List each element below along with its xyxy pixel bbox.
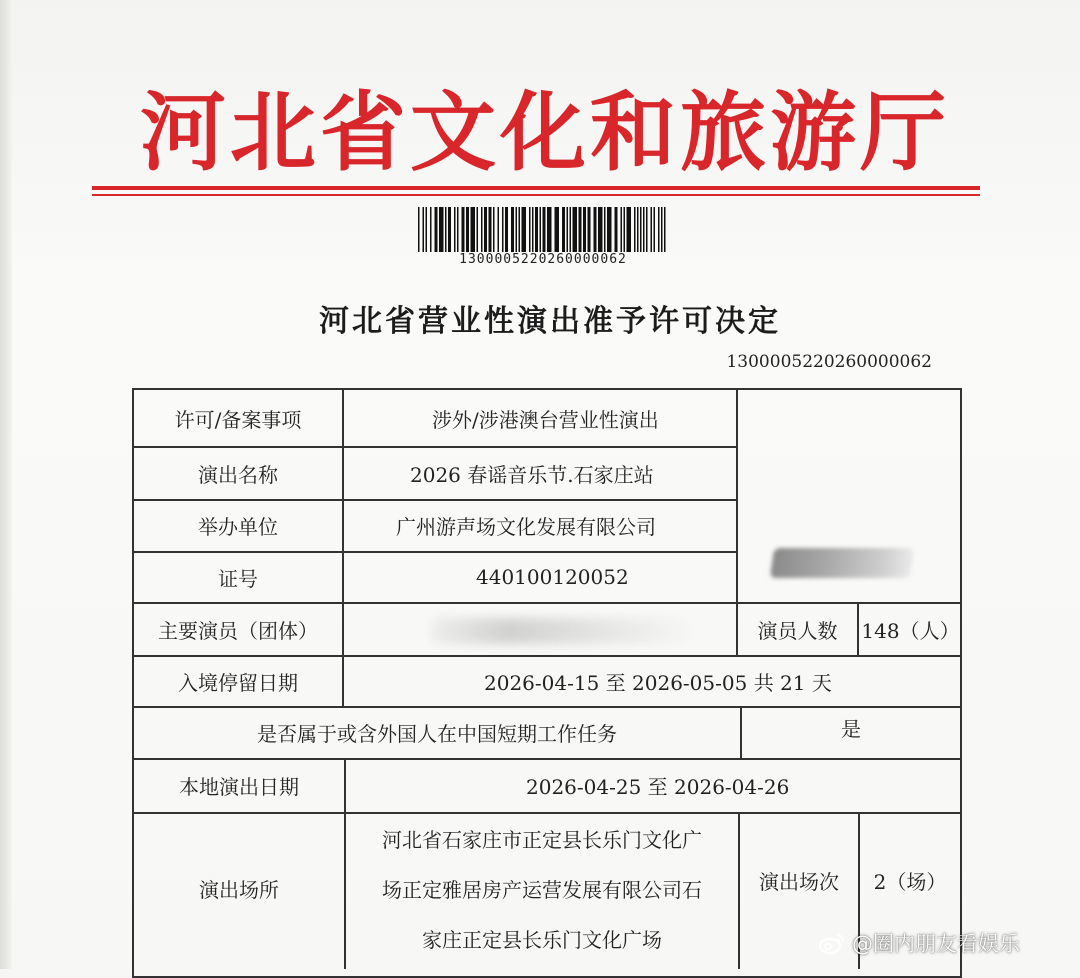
show-name-label: 演出名称 [198,462,278,487]
barcode-bar [522,207,527,252]
barcode-bar [466,207,469,252]
barcode-bar [607,207,612,252]
barcode-bar [445,207,447,252]
barcode-bar [471,207,476,252]
barcode-bar [643,207,645,252]
entry-dates-label: 入境停留日期 [178,670,298,695]
barcode-bar [646,207,648,252]
barcode-bar [532,207,534,252]
local-dates-label: 本地演出日期 [179,775,299,799]
barcode-bar [588,207,591,252]
barcode-bar [583,207,586,252]
permit-item-value: 涉外/涉港澳台营业性演出 [432,407,659,432]
barcode-bar [570,207,572,252]
barcode-bar [621,207,623,252]
main-performers-label: 主要演员（团体） [158,618,318,643]
barcode-bar [448,207,451,252]
barcode-bar [598,207,603,252]
barcode-bar [654,207,656,252]
barcode-bar [439,207,444,252]
barcode-bar [481,207,483,252]
barcode-bar [547,207,552,252]
redacted-photo-area [738,390,960,600]
barcode-bar [418,207,420,252]
foreign-work-label: 是否属于或含外国人在中国短期工作任务 [257,722,617,746]
paper-edge-shadow [0,0,12,969]
venue-value [346,813,738,963]
barcode-bar [516,207,518,252]
header-red-rule-thin [92,194,980,196]
barcode-bar [535,207,538,252]
barcode-bar [529,207,531,252]
barcode [418,207,668,252]
redacted-photo [770,548,914,578]
venue-line: 家庄正定县长乐门文化广场 [422,928,662,952]
barcode-bar [493,207,495,252]
barcode-bar [511,207,514,252]
barcode-bar [430,207,432,252]
barcode-bar [664,207,666,252]
barcode-bar [640,207,642,252]
sessions-label: 演出场次 [759,869,839,894]
barcode-bar [484,207,487,252]
document-title: 河北省营业性演出准予许可决定 [319,304,781,339]
watermark-text: @圈内朋友看娱乐 [852,932,1020,956]
venue-line: 河北省石家庄市正定县长乐门文化广 [382,828,702,852]
barcode-bar [573,207,578,252]
barcode-bar [462,207,465,252]
redacted-performers [430,618,690,644]
license-value: 440100120052 [476,565,629,589]
foreign-work-value: 是 [841,716,861,741]
barcode-bar [624,207,626,252]
local-dates-value: 2026-04-25 至 2026-04-26 [526,775,790,799]
barcode-bar [519,207,521,252]
organizer-label: 举办单位 [198,515,278,539]
barcode-bar [637,207,639,252]
barcode-number: 1300005220260000062 [459,252,627,267]
barcode-bar [540,207,542,252]
sessions-value: 2（场） [873,869,947,894]
performer-count-label: 演员人数 [757,618,838,643]
agency-header: 河北省文化和旅游厅 [140,83,950,183]
barcode-bar [505,207,508,252]
permit-item-label: 许可/备案事项 [174,407,302,432]
barcode-bar [658,207,660,252]
barcode-bar [627,207,632,252]
show-name-value: 2026 春谣音乐节.石家庄站 [410,462,654,487]
barcode-bar [651,207,653,252]
social-watermark [818,926,1020,960]
barcode-bar [489,207,492,252]
document-number: 1300005220260000062 [726,352,932,372]
barcode-bar [502,207,504,252]
barcode-bar [615,207,618,252]
barcode-bar [477,207,479,252]
performer-count-value: 148（人） [861,618,960,643]
barcode-bar [435,207,438,252]
venue-line: 场正定雅居房产运营发展有限公司石 [382,878,702,902]
barcode-bar [426,207,428,252]
barcode-bar [579,207,582,252]
barcode-bar [543,207,546,252]
barcode-bar [661,207,663,252]
barcode-bar [567,207,569,252]
barcode-bar [457,207,459,252]
license-label: 证号 [218,566,258,591]
organizer-value: 广州游声场文化发展有限公司 [396,515,656,539]
barcode-bar [423,207,425,252]
barcode-bar [562,207,565,252]
barcode-bar [454,207,456,252]
weibo-logo-icon [818,931,846,955]
header-red-rule-thick [92,186,980,190]
entry-dates-value: 2026-04-15 至 2026-05-05 共 21 天 [484,670,832,695]
venue-label: 演出场所 [199,877,279,902]
barcode-bar [594,207,597,252]
barcode-bar [604,207,606,252]
barcode-bar [634,207,636,252]
barcode-bar [498,207,500,252]
barcode-bar [555,207,560,252]
